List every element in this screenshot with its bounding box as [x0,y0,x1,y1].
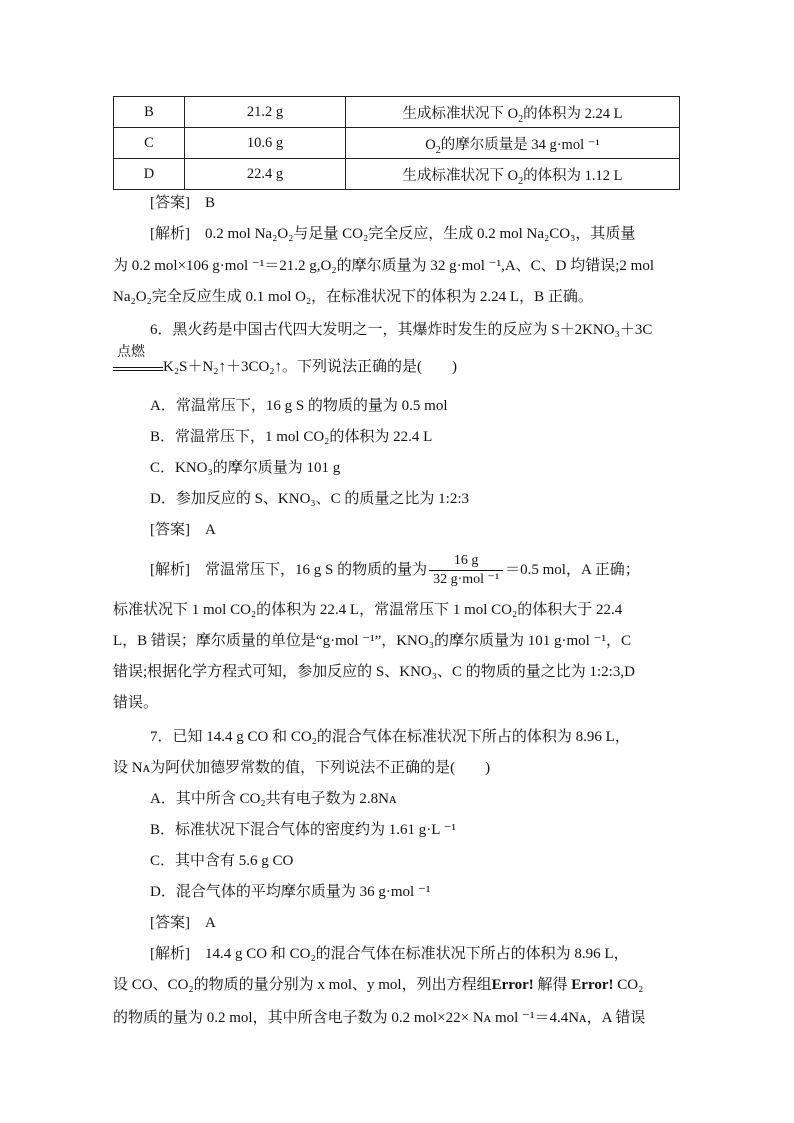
q7-option-c: C．其中含有 5.6 g CO [150,853,294,869]
row-desc: 生成标准状况下 $O_2$的体积为 2.24 L [346,97,680,128]
q6-analysis-line: [解析] 常温常压下，16 g S 的物质的量为 $\frac{16 g}{\text{32 g·mol ⁻¹}}$ ＝0.5 mol，A 正确； [150,553,640,588]
q6-stem: 6．黑火药是中国古代四大发明之一，其爆炸时发生的反应为 S＋2KNO₃＋3C [150,322,653,338]
q7-analysis-line: [解析] 14.4 g CO 和 CO₂的混合气体在标准状况下所占的体积为 8.96 L， [150,946,629,962]
q7-option-d: D．混合气体的平均摩尔质量为 36 g·mol ⁻¹ [150,884,431,900]
q6-analysis-line: 错误。 [113,695,159,711]
row-label: B [114,97,185,128]
row-mass: 21.2 g [185,97,346,128]
q6-analysis-line: 标准状况下 1 mol CO₂的体积为 22.4 L，常温常压下 1 mol CO₂的体积大于 22.4 [113,602,623,618]
q6-option-a: A．常温常压下，16 g S 的物质的量为 0.5 mol [150,398,448,414]
q7-stem: 设 Nᴀ为阿伏加德罗常数的值，下列说法不正确的是( ) [113,760,491,776]
reaction-condition: 点燃 [113,357,163,377]
q6-analysis-line: 错误;根据化学方程式可知，参加反应的 S、KNO₃、C 的物质的量之比为 1:2:3,D [113,664,635,680]
row-desc: 生成标准状况下 $O_2$的体积为 1.12 L [346,159,680,190]
table-row [114,97,680,128]
table-row [114,128,680,159]
options-table [113,96,680,190]
fraction: $\frac{16 g}{\text{32 g·mol ⁻¹}}$ [429,552,503,589]
q5-analysis-line: [解析] 0.2 mol Na₂O₂与足量 CO₂完全反应，生成 0.2 mol Na₂CO₃，其质量 [150,226,636,242]
q5-analysis-line: Na₂O₂完全反应生成 0.1 mol O₂，在标准状况下的体积为 2.24 L，B 正确。 [113,289,593,305]
q6-stem: 点燃 K₂S＋N₂↑＋3CO₂↑。下列说法正确的是( ) [113,357,457,377]
q7-answer: [答案] A [150,915,216,931]
q6-option-d: D．参加反应的 S、KNO₃、C 的质量之比为 1:2:3 [150,491,469,507]
row-label: D [114,159,185,190]
q5-answer: [答案] B [150,195,216,211]
q6-answer: [答案] A [150,522,216,538]
table-row [114,159,680,190]
q5-analysis-line: 为 0.2 mol×106 g·mol ⁻¹＝21.2 g,O₂的摩尔质量为 32 g·mol ⁻¹,A、C、D 均错误;2 mol [113,258,655,274]
q7-option-a: A．其中所含 CO₂共有电子数为 2.8Nᴀ [150,791,397,807]
row-desc: $O_2$的摩尔质量是 34 g·mol ⁻¹ [346,128,680,159]
q6-option-c: C．KNO₃的摩尔质量为 101 g [150,460,341,476]
row-mass: 10.6 g [185,128,346,159]
q6-option-b: B．常温常压下，1 mol CO₂的体积为 22.4 L [150,429,433,445]
row-label: C [114,128,185,159]
q7-analysis-line: 设 CO、CO₂的物质的量分别为 x mol、y mol，列出方程组Error! 解得 Error! CO₂ [113,977,644,993]
q7-option-b: B．标准状况下混合气体的密度约为 1.61 g·L ⁻¹ [150,822,457,838]
row-mass: 22.4 g [185,159,346,190]
q7-analysis-line: 的物质的量为 0.2 mol，其中所含电子数为 0.2 mol×22× Nᴀ mol ⁻¹＝4.4Nᴀ，A 错误 [113,1010,646,1026]
q7-stem: 7．已知 14.4 g CO 和 CO₂的混合气体在标准状况下所占的体积为 8.96 L， [150,729,630,745]
q6-analysis-line: L，B 错误；摩尔质量的单位是“g·mol ⁻¹”，KNO₃的摩尔质量为 101 g·mol ⁻¹，C [113,633,631,649]
